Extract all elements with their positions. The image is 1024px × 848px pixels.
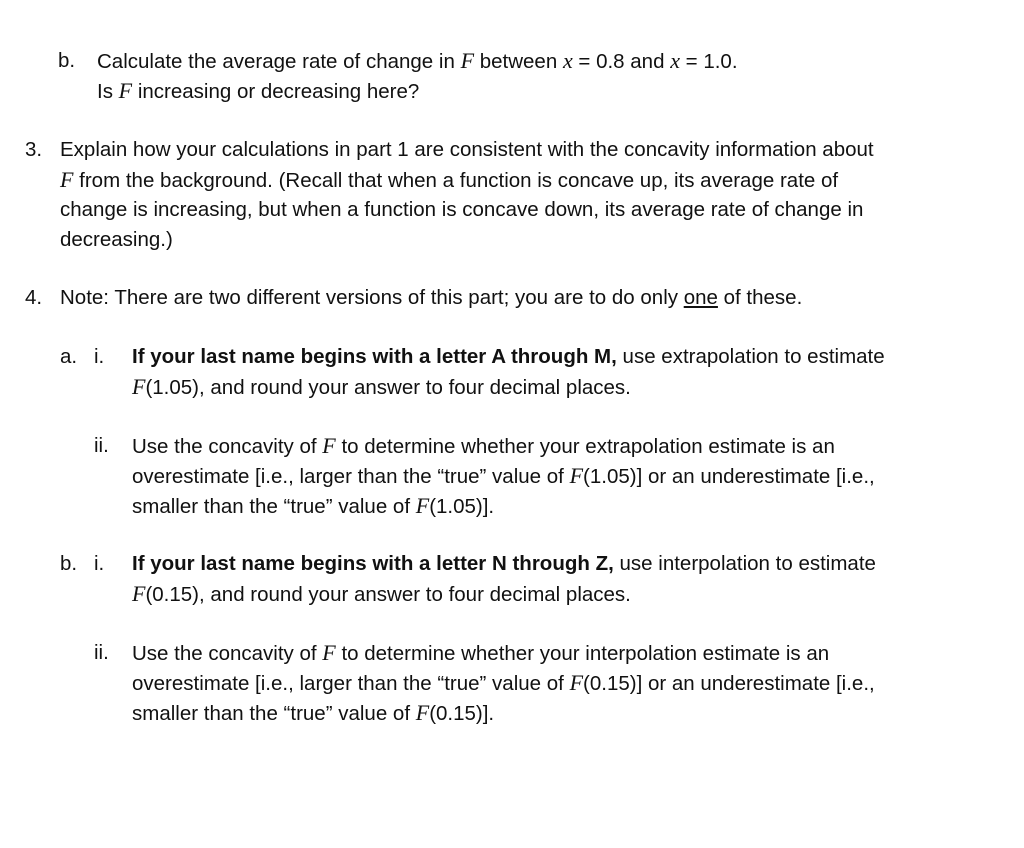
var-f: F [60, 167, 74, 192]
item-4a-i-label: i. [94, 345, 105, 368]
item-4a-ii-line-1 [132, 431, 835, 462]
item-4b-label: b. [60, 552, 78, 575]
var-f: F [569, 463, 584, 488]
item-4b-ii-line-1 [132, 638, 829, 669]
item-4a-ii-text: (1.05)]. [429, 495, 495, 518]
item-4b-ii-label: ii. [94, 641, 109, 664]
var-x: x [562, 48, 573, 73]
underlined-word: one [683, 286, 718, 309]
item-4a-ii-text: to determine whether your extrapolation estimate is an [341, 435, 835, 458]
item-b-text: Calculate the average rate of change in [97, 50, 455, 73]
item-4a-label: a. [60, 345, 78, 368]
item-b-label: b. [58, 49, 76, 72]
item-3-line-2 [60, 165, 838, 196]
item-4b-ii-text: (0.15)] or an underestimate [i.e., [583, 672, 875, 695]
var-f: F [132, 374, 146, 399]
item-b-line-1 [97, 46, 738, 77]
item-b-text: between [479, 50, 558, 73]
item-b-text: increasing or decreasing here? [137, 80, 420, 103]
item-b-text: = 1.0. [685, 50, 738, 73]
bold-instruction: If your last name begins with a letter A through M, [132, 345, 617, 368]
item-3-line-3: change is increasing, but when a function is concave down, its average rate of change in [60, 198, 864, 221]
item-4a-i-line-1 [132, 342, 885, 372]
item-4a-ii-line-2 [132, 461, 875, 492]
item-4b-ii-text: smaller than the “true” value of [132, 702, 411, 725]
item-4b-i-text: (0.15), and round your answer to four decimal places. [145, 583, 631, 606]
item-4-text: of these. [723, 286, 803, 309]
item-4b-i-text: use interpolation to estimate [619, 552, 876, 575]
item-4-line-1 [60, 283, 802, 313]
var-x: x [670, 48, 680, 73]
var-f: F [132, 581, 146, 606]
item-b-line-2 [97, 76, 419, 107]
item-b-text: Is [97, 80, 113, 103]
item-4b-i-label: i. [94, 552, 105, 575]
item-4a-ii-text: Use the concavity of [132, 435, 317, 458]
item-4a-i-text: use extrapolation to estimate [622, 345, 885, 368]
item-3-line-1: Explain how your calculations in part 1 are consistent with the concavity information about [60, 138, 874, 161]
item-4b-ii-line-3 [132, 698, 494, 729]
item-4b-ii-text: Use the concavity of [132, 642, 317, 665]
var-f: F [460, 48, 475, 73]
item-4a-ii-label: ii. [94, 434, 109, 457]
item-4b-i-line-2 [132, 579, 631, 610]
item-4a-i-line-2 [132, 372, 631, 403]
item-4b-ii-text: (0.15)]. [429, 702, 495, 725]
item-4a-ii-line-3 [132, 491, 494, 522]
item-3-label: 3. [25, 138, 43, 161]
item-b-text: = 0.8 and [578, 50, 665, 73]
item-4a-ii-text: overestimate [i.e., larger than the “true” value of [132, 465, 564, 488]
item-4a-i-text: (1.05), and round your answer to four decimal places. [145, 376, 631, 399]
item-4a-ii-text: smaller than the “true” value of [132, 495, 411, 518]
var-f: F [415, 493, 430, 518]
var-f: F [415, 700, 430, 725]
bold-instruction: If your last name begins with a letter N through Z, [132, 552, 614, 575]
item-4b-ii-text: overestimate [i.e., larger than the “true” value of [132, 672, 564, 695]
item-4b-i-line-1 [132, 549, 876, 579]
var-f: F [118, 78, 133, 103]
item-4b-ii-line-2 [132, 668, 875, 699]
var-f: F [322, 433, 336, 458]
item-4a-ii-text: (1.05)] or an underestimate [i.e., [583, 465, 875, 488]
item-3-text: from the background. (Recall that when a function is concave up, its average rate of [79, 169, 839, 192]
item-4b-ii-text: to determine whether your interpolation estimate is an [341, 642, 830, 665]
item-4-label: 4. [25, 286, 43, 309]
item-3-line-4: decreasing.) [60, 228, 173, 251]
var-f: F [569, 670, 584, 695]
var-f: F [322, 640, 336, 665]
item-4-text: Note: There are two different versions of this part; you are to do only [60, 286, 678, 309]
